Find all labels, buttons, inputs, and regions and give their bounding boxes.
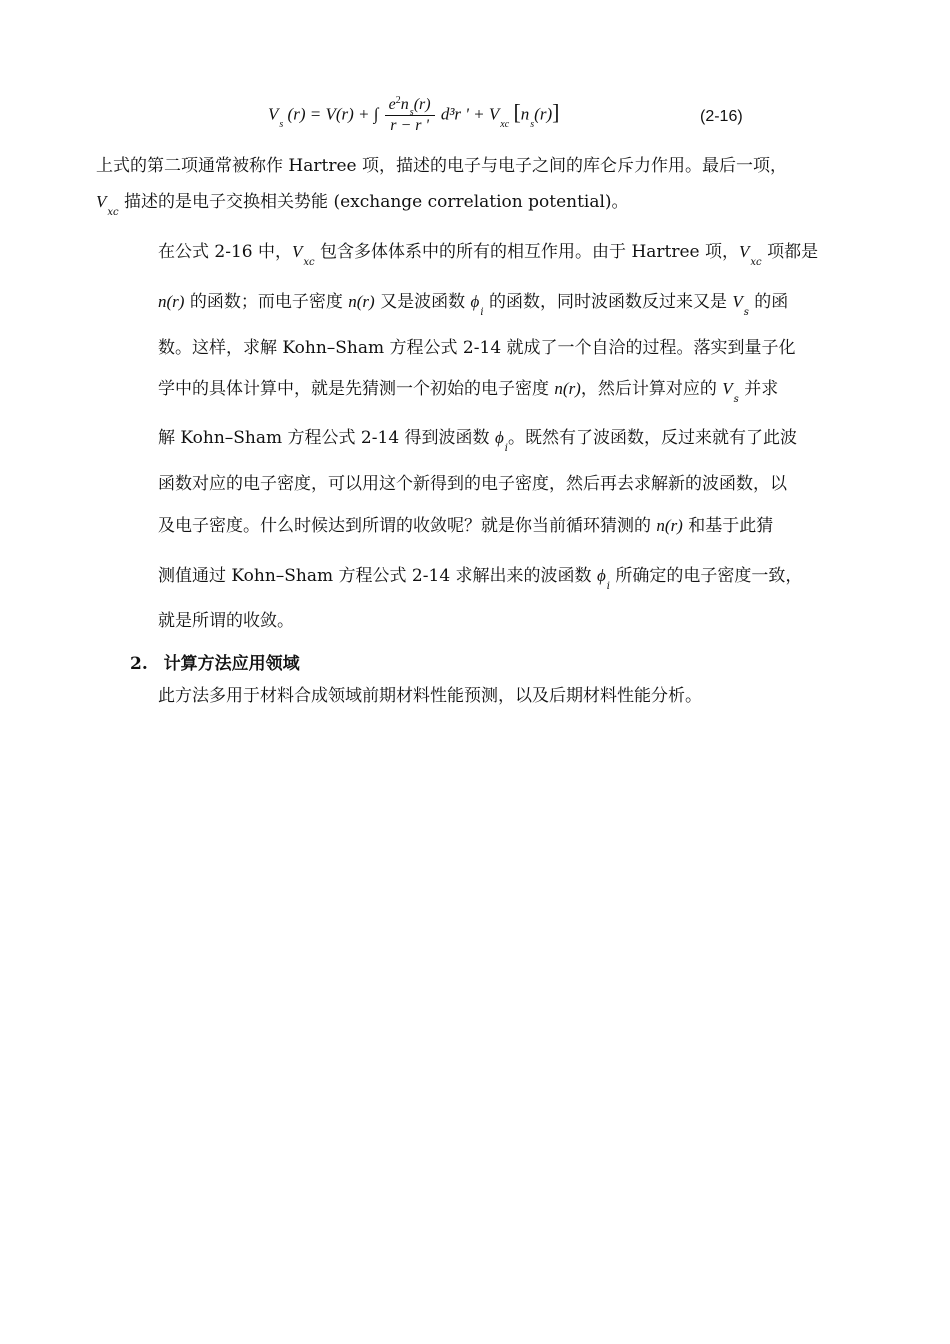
eq-numerator (385, 96, 435, 116)
para-l5a: 解 Kohn–Sham 方程公式 2-14 得到波函数 (158, 428, 495, 448)
para-line-8 (158, 566, 803, 592)
para-l4a: 学中的具体计算中，就是先猜测一个初始的电子密度 (158, 379, 555, 399)
para-line-4 (158, 379, 779, 405)
para-l1-sub: xc (303, 257, 315, 268)
intro-text: 描述的是电子交换相关势能 (exchange correlation potential)。 (118, 192, 629, 212)
para-line-9: 就是所谓的收敛。 (158, 611, 294, 631)
intro-line-2 (96, 192, 629, 218)
para-l2f: 的函 (748, 292, 789, 312)
section-heading (130, 649, 300, 674)
eq-bracket-arg: (r) (534, 104, 553, 124)
section-body: 此方法多用于材料合成领域前期材料性能预测，以及后期材料性能分析。 (158, 686, 702, 706)
intro-v-sub: xc (107, 207, 119, 218)
para-l4c: 并求 (738, 379, 779, 399)
eq-denominator: r − r ' (390, 117, 429, 134)
para-l4-n: n(r) (554, 379, 581, 398)
eq-vxc-sub: xc (500, 119, 510, 131)
equation-number: (2-16) (700, 108, 743, 125)
eq-num-e: e (388, 96, 396, 113)
eq-d3r: d³r ' + V (440, 104, 500, 124)
para-l1a: 在公式 2-16 中， (158, 242, 292, 262)
eq-bracket-open: [ (513, 99, 521, 125)
para-l2-phi-sub: i (480, 307, 484, 318)
para-l5b: 。既然有了波函数，反过来就有了此波 (507, 428, 797, 448)
para-l2-v-sub: s (743, 307, 749, 318)
eq-bracket-n: n (520, 104, 530, 124)
eq-num-sub: s (409, 107, 414, 118)
para-l2d: 又是波函数 (374, 292, 471, 312)
para-line-3: 数。这样，求解 Kohn–Sham 方程公式 2-14 就成了一个自洽的过程。落实到量子化 (158, 338, 796, 358)
para-l7b: 和基于此猜 (682, 516, 774, 536)
para-l1b: 包含多体体系中的所有的相互作用。由于 Hartree 项， (314, 242, 740, 262)
equation-2-16 (268, 96, 559, 135)
section-title: 计算方法应用领域 (163, 654, 300, 674)
eq-num-sup: 2 (395, 95, 401, 106)
para-l2-n: n(r) (158, 292, 185, 311)
para-l7a: 及电子密度。什么时候达到所谓的收敛呢？就是你当前循环猜测的 (158, 516, 657, 536)
para-l1-v2: V (739, 242, 750, 261)
para-l2-phi: ϕ (470, 292, 480, 311)
para-l8-phi: ϕ (596, 566, 606, 585)
eq-lhs-arg: (r) = (287, 104, 326, 124)
para-l2-v: V (732, 292, 743, 311)
para-l4-v: V (722, 379, 733, 398)
eq-num-arg: (r) (413, 96, 431, 113)
para-l1-sub2: xc (750, 257, 762, 268)
eq-lhs-v: V (268, 104, 279, 124)
para-l2b: 的函数；而电子密度 (184, 292, 349, 312)
intro-line-1: 上式的第二项通常被称作 Hartree 项，描述的电子与电子之间的库仑斥力作用。最后一项， (96, 156, 787, 176)
intro-v: V (96, 192, 107, 211)
eq-bracket-close: ] (552, 99, 560, 125)
para-l2e: 的函数，同时波函数反过来又是 (483, 292, 733, 312)
para-l4b: ，然后计算对应的 (580, 379, 723, 399)
para-l5-phi-sub: i (504, 443, 508, 454)
para-l4-v-sub: s (733, 394, 739, 405)
eq-num-n: n (400, 96, 409, 113)
para-l5-phi: ϕ (494, 428, 504, 447)
para-l2-n2: n(r) (348, 292, 375, 311)
para-l1-v: V (292, 242, 303, 261)
eq-bracket-sub: s (530, 119, 535, 131)
eq-fraction (385, 96, 435, 135)
eq-lhs-sub: s (279, 119, 284, 131)
para-l1c: 项都是 (761, 242, 819, 262)
para-l8b: 所确定的电子密度一致， (609, 566, 803, 586)
section-number: 2. (130, 654, 148, 674)
para-line-1 (158, 242, 819, 268)
eq-term1: V(r) + ∫ (325, 104, 379, 124)
para-line-7 (158, 516, 773, 536)
para-l8a: 测值通过 Kohn–Sham 方程公式 2-14 求解出来的波函数 (158, 566, 597, 586)
para-line-5 (158, 428, 797, 454)
para-line-2 (158, 292, 789, 318)
para-l8-phi-sub: i (606, 581, 610, 592)
para-l7-n: n(r) (656, 516, 683, 535)
para-line-6: 函数对应的电子密度，可以用这个新得到的电子密度，然后再去求解新的波函数，以 (158, 474, 787, 494)
